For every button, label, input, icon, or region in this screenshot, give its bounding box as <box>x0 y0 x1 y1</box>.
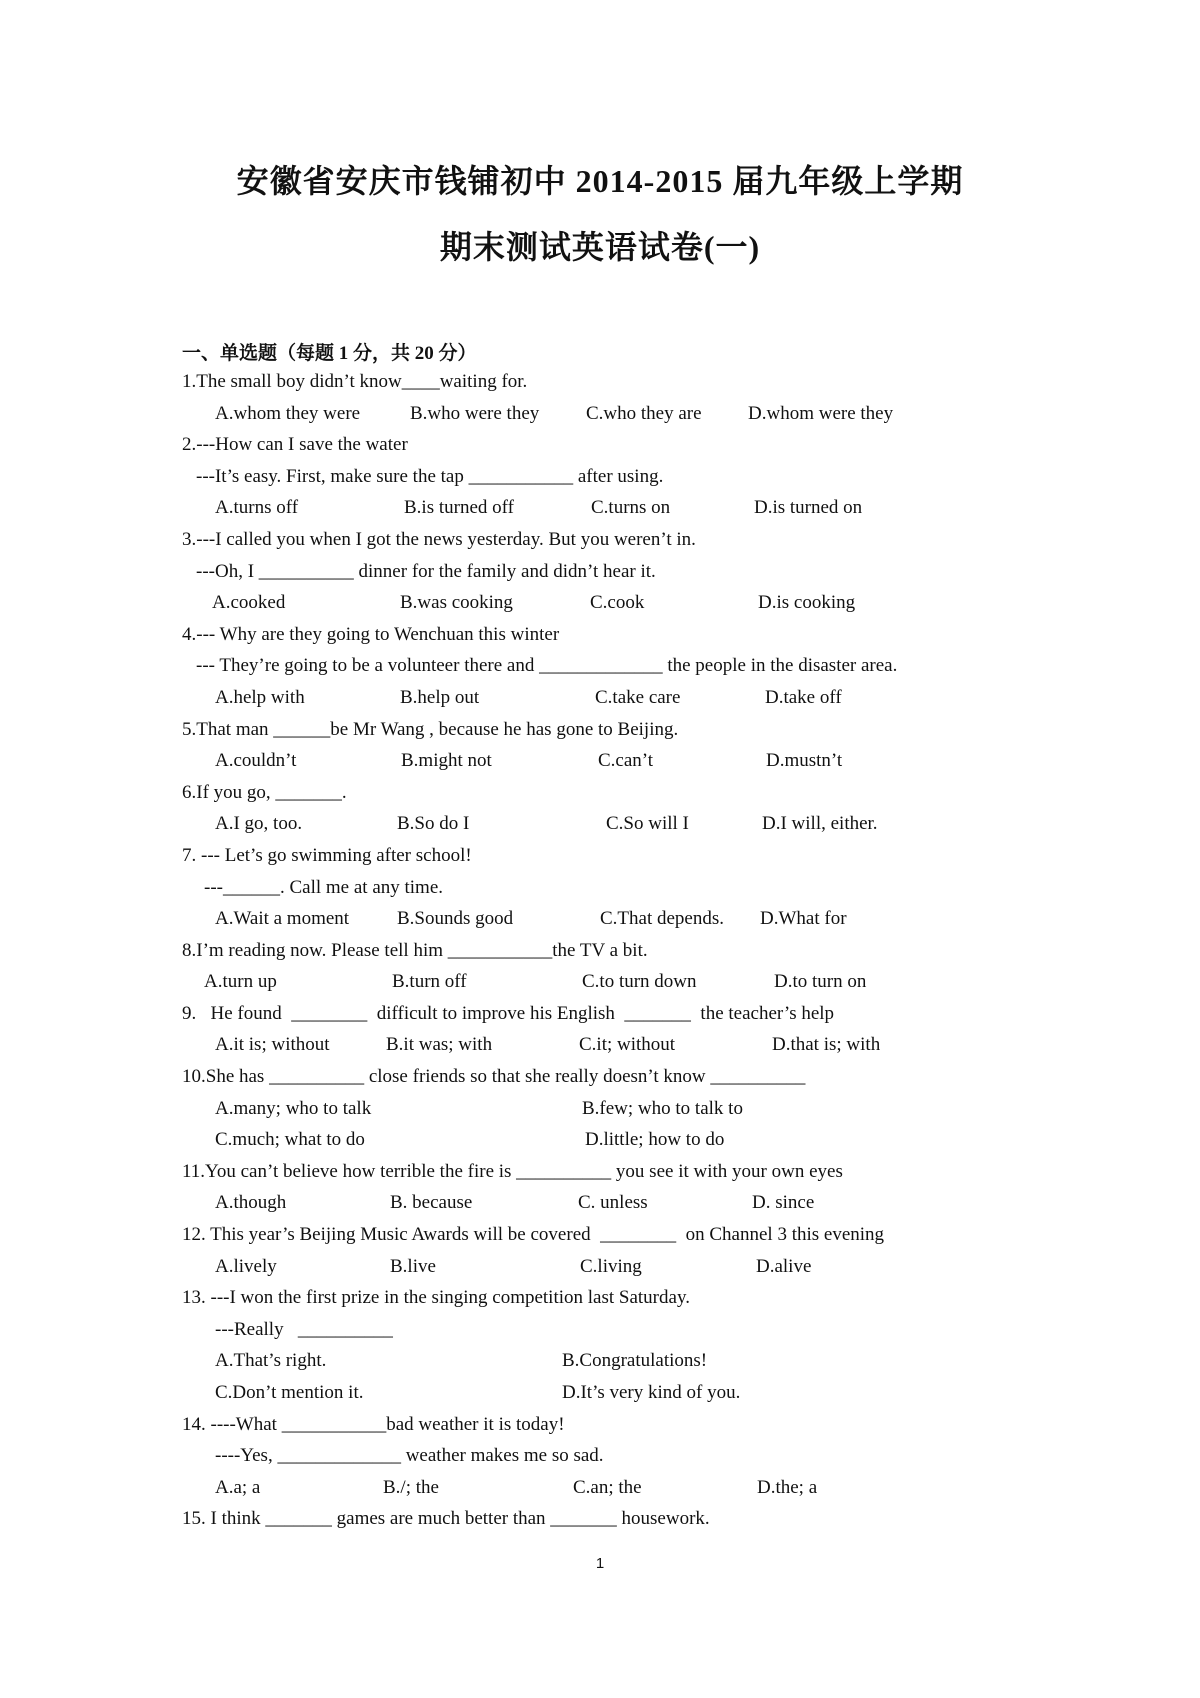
question-4-stem-line2: --- They’re going to be a volunteer there and _____________ the people in the disaster area. <box>196 655 898 677</box>
exam-title-line1: 安徽省安庆市钱铺初中 2014-2015 届九年级上学期 <box>236 163 964 199</box>
option-d: D.It’s very kind of you. <box>562 1382 741 1403</box>
option-c: C.take care <box>595 686 681 708</box>
option-c: C.who they are <box>586 402 702 424</box>
question-7-stem-line2: ---______. Call me at any time. <box>204 876 444 898</box>
option-c: C.That depends. <box>600 908 725 930</box>
option-c: C.it; without <box>579 1034 676 1056</box>
option-c: C.turns on <box>591 497 671 519</box>
question-14-stem-line2: ----Yes, _____________ weather makes me so sad. <box>215 1445 604 1467</box>
option-c: C.cook <box>590 592 645 614</box>
question-13-options-row2 <box>182 1377 1062 1409</box>
option-d: D.the; a <box>757 1476 818 1498</box>
section-heading: 一、单选题（每题 1 分，共 20 分） <box>182 343 477 364</box>
question-12-stem: 12. This year’s Beijing Music Awards will be covered ________ on Channel 3 this evening <box>182 1224 885 1246</box>
option-c: C.to turn down <box>582 971 697 993</box>
option-a: A.That’s right. <box>215 1350 327 1372</box>
question-14-options <box>182 1472 1062 1504</box>
option-d: D.to turn on <box>774 971 867 993</box>
option-d: D.is cooking <box>758 592 856 614</box>
option-a: A.a; a <box>215 1476 261 1498</box>
question-9-stem: 9. He found ________ difficult to improve his English _______ the teacher’s help <box>182 1002 835 1024</box>
option-a: A.couldn’t <box>215 750 297 772</box>
option-d: D.whom were they <box>748 402 894 424</box>
option-b: B.Sounds good <box>397 908 514 930</box>
question-2-options <box>182 492 1062 524</box>
question-3-stem: 3.---I called you when I got the news yesterday. But you weren’t in. <box>182 528 696 550</box>
option-b: B.is turned off <box>404 497 514 519</box>
option-a: A.lively <box>215 1255 277 1277</box>
option-b: B.was cooking <box>400 592 513 614</box>
option-b: B.few; who to talk to <box>582 1097 743 1119</box>
option-a: A.cooked <box>212 592 286 614</box>
question-8-stem: 8.I’m reading now. Please tell him ___________the TV a bit. <box>182 939 648 961</box>
question-5-stem: 5.That man ______be Mr Wang , because he has gone to Beijing. <box>182 718 679 740</box>
question-14-stem: 14. ----What ___________bad weather it is today! <box>182 1413 565 1435</box>
question-12-options <box>182 1251 1062 1283</box>
option-b: B.help out <box>400 686 480 708</box>
question-6-options <box>182 808 1062 840</box>
question-10-stem: 10.She has __________ close friends so that she really doesn’t know __________ <box>182 1066 806 1088</box>
option-c: C. unless <box>578 1192 648 1214</box>
question-6-stem: 6.If you go, _______. <box>182 781 347 803</box>
question-15-stem: 15. I think _______ games are much better than _______ housework. <box>182 1508 710 1530</box>
question-2-stem: 2.---How can I save the water <box>182 434 408 456</box>
option-b: B.Congratulations! <box>562 1350 708 1372</box>
option-a: A.help with <box>215 686 305 708</box>
question-13-stem: 13. ---I won the first prize in the singing competition last Saturday. <box>182 1287 690 1309</box>
option-b: B.might not <box>401 750 492 772</box>
question-1-options <box>182 398 1062 430</box>
option-c: C.can’t <box>598 750 654 772</box>
question-13-options-row1 <box>182 1345 1062 1377</box>
question-4-options <box>182 682 1062 714</box>
option-a: A.though <box>215 1192 287 1214</box>
question-1-stem: 1.The small boy didn’t know____waiting for. <box>182 371 528 392</box>
option-a: A.it is; without <box>215 1034 330 1056</box>
question-3-options <box>182 587 1062 619</box>
question-4-stem: 4.--- Why are they going to Wenchuan this winter <box>182 623 560 645</box>
option-a: A.I go, too. <box>215 813 303 835</box>
option-c: C.much; what to do <box>215 1129 365 1151</box>
option-d: D.I will, either. <box>762 813 878 835</box>
question-10-options-row2 <box>182 1124 1062 1156</box>
option-c: C.an; the <box>573 1476 642 1498</box>
question-2-stem-line2: ---It’s easy. First, make sure the tap ___________ after using. <box>196 465 664 487</box>
option-b: B.turn off <box>392 971 467 993</box>
option-d: D. since <box>752 1192 815 1214</box>
option-a: A.turns off <box>215 497 299 519</box>
question-13-stem-line2: ---Really __________ <box>215 1318 393 1340</box>
option-b: B.So do I <box>397 813 470 835</box>
option-d: D.take off <box>765 686 842 708</box>
option-b: B.who were they <box>410 402 540 424</box>
option-a: A.many; who to talk <box>215 1097 372 1119</box>
option-a: A.turn up <box>204 971 277 993</box>
option-d: D.that is; with <box>772 1034 881 1056</box>
option-b: B.it was; with <box>386 1034 493 1056</box>
option-c: C.So will I <box>606 813 689 835</box>
question-8-options <box>182 966 1062 998</box>
exam-title-line2: 期末测试英语试卷(一) <box>439 229 761 265</box>
option-d: D.is turned on <box>754 497 863 519</box>
option-d: D.little; how to do <box>585 1129 725 1151</box>
option-b: B./; the <box>383 1476 439 1498</box>
option-d: D.What for <box>760 908 847 930</box>
question-11-stem: 11.You can’t believe how terrible the fire is __________ you see it with your own eyes <box>182 1160 843 1182</box>
option-b: B.live <box>390 1255 436 1277</box>
option-b: B. because <box>390 1192 473 1214</box>
question-list <box>182 366 1062 1535</box>
question-11-options <box>182 1187 1062 1219</box>
option-c: C.Don’t mention it. <box>215 1382 364 1403</box>
option-d: D.alive <box>756 1255 812 1277</box>
option-d: D.mustn’t <box>766 750 843 772</box>
question-9-options <box>182 1029 1062 1061</box>
question-3-stem-line2: ---Oh, I __________ dinner for the family and didn’t hear it. <box>196 560 656 582</box>
option-a: A.Wait a moment <box>215 908 350 930</box>
option-a: A.whom they were <box>215 402 361 424</box>
question-5-options <box>182 745 1062 777</box>
question-10-options-row1 <box>182 1093 1062 1125</box>
question-7-stem: 7. --- Let’s go swimming after school! <box>182 844 472 866</box>
question-7-options <box>182 903 1062 935</box>
page-number: 1 <box>595 1555 605 1572</box>
option-c: C.living <box>580 1255 642 1277</box>
